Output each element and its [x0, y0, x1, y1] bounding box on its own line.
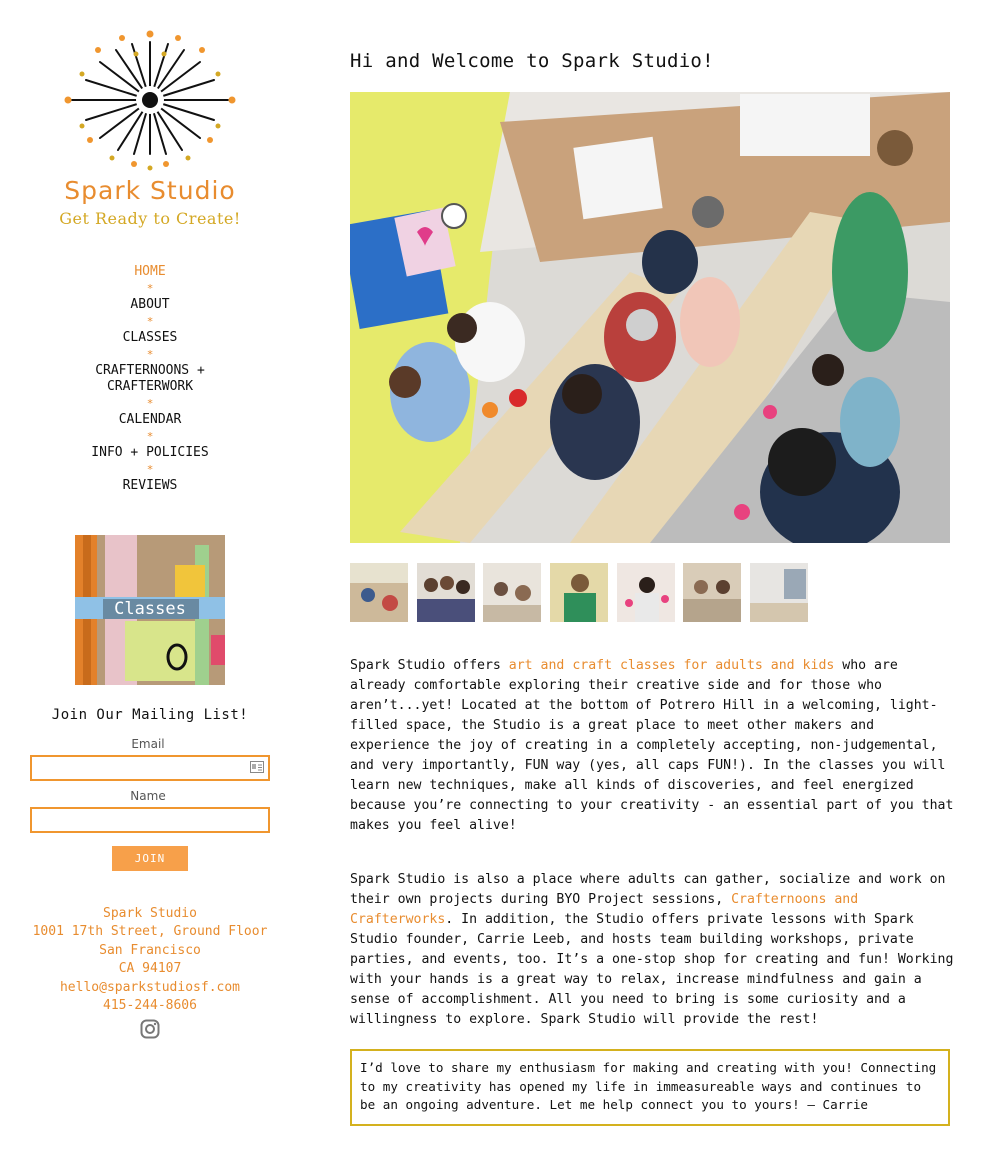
crafternoons-link[interactable]: Crafternoons and Crafterworks [350, 892, 859, 927]
nav-separator: * [146, 315, 154, 328]
contact-email-link[interactable]: hello@sparkstudiosf.com [59, 979, 240, 995]
nav-separator: * [146, 348, 154, 361]
classes-collage-image [75, 535, 225, 685]
nav-home[interactable]: HOME [134, 264, 166, 279]
second-paragraph [350, 870, 954, 1030]
thumbnail[interactable] [550, 563, 608, 622]
second-text-start: Spark Studio is also a place where adults can gather, socialize and work on their own projects during BYO Project sessions, [350, 872, 946, 907]
brand-tagline: Get Ready to Create! [59, 209, 241, 228]
contact-city: San Francisco [99, 942, 201, 958]
name-label: Name [130, 789, 166, 803]
brand-name[interactable]: Spark Studio [64, 176, 236, 205]
thumbnail-image [550, 563, 608, 622]
nav-separator: * [146, 430, 154, 443]
nav-calendar[interactable]: CALENDAR [118, 412, 182, 427]
classes-tile-label: Classes [114, 599, 186, 619]
contact-card-icon [250, 761, 264, 773]
page-title: Hi and Welcome to Spark Studio! [350, 50, 714, 72]
nav-about[interactable]: ABOUT [130, 297, 170, 312]
join-button[interactable]: JOIN [112, 846, 188, 871]
nav-classes[interactable]: CLASSES [122, 330, 178, 345]
contact-state-zip: CA 94107 [118, 961, 182, 977]
thumbnail[interactable] [483, 563, 541, 622]
nav-separator: * [146, 463, 154, 476]
thumbnail[interactable] [417, 563, 475, 622]
thumbnail-image [617, 563, 675, 622]
intro-text-end: who are already comfortable exploring their creative side and for those who aren’t...yet! Located at the bottom of Potrero Hill in a welcoming, light-filled space, the Studio is a great place to meet other makers and experience the joy of creating in a completely accepting, non-judgemental, and very importantly, FUN way (yes, all caps FUN!). In the classes you will learn new techniques, make all kinds of discoveries, and feel energized because you’re connecting to your creativity - an essential part of you that makes you feel alive! [350, 658, 954, 833]
thumbnail-image [350, 563, 408, 622]
thumbnail[interactable] [617, 563, 675, 622]
email-field-wrapper [30, 755, 270, 781]
mailing-list-title: Join Our Mailing List! [51, 707, 249, 723]
thumbnail-image [417, 563, 475, 622]
second-text-end: . In addition, the Studio offers private lessons with Spark Studio founder, Carrie Leeb, and hosts team building workshops, private parties, and events, too. It’s a one-stop shop for creating and fun! Working with your hands is a great way to relax, increase mindfulness and gain a sense of accomplishment. All you need to bring is some curiosity and a willingness to explore. Spark Studio will provide the rest! [350, 912, 954, 1027]
thumbnail-image [750, 563, 808, 622]
nav-separator: * [146, 282, 154, 295]
nav-separator: * [146, 397, 154, 410]
spark-sun-logo[interactable] [62, 28, 238, 178]
name-input[interactable] [36, 809, 240, 831]
contact-phone-link[interactable]: 415-244-8606 [103, 998, 197, 1014]
email-input[interactable] [36, 757, 240, 779]
thumbnail-image [483, 563, 541, 622]
classes-promo-tile[interactable] [75, 535, 225, 685]
nav-crafternoons[interactable] [0, 363, 300, 395]
thumbnail[interactable] [683, 563, 741, 622]
classes-link[interactable]: art and craft classes for adults and kids [508, 658, 835, 673]
hero-image [350, 92, 950, 543]
instagram-icon[interactable] [140, 1019, 160, 1039]
founder-quote: I’d love to share my enthusiasm for making and creating with you! Connecting to my creativity has opened my life in immeasureable ways and continues to be an ongoing adventure. Let me help connect you to yours! — Carrie [350, 1049, 950, 1126]
thumbnail[interactable] [750, 563, 808, 622]
nav-info-policies[interactable]: INFO + POLICIES [91, 445, 209, 460]
thumbnail-image [683, 563, 741, 622]
name-field-wrapper [30, 807, 270, 833]
nav-reviews[interactable]: REVIEWS [122, 478, 178, 493]
studio-class-photo [350, 92, 950, 543]
contact-street: 1001 17th Street, Ground Floor [32, 924, 268, 940]
contact-info [0, 905, 300, 1015]
main-nav [0, 264, 300, 494]
thumbnail[interactable] [350, 563, 408, 622]
email-label: Email [131, 737, 165, 751]
contact-name: Spark Studio [103, 906, 197, 921]
nav-crafternoons-line2: CRAFTERWORK [106, 379, 194, 394]
intro-paragraph [350, 656, 954, 836]
intro-text-start: Spark Studio offers [350, 658, 509, 673]
nav-crafternoons-line1: CRAFTERNOONS + [95, 363, 205, 378]
